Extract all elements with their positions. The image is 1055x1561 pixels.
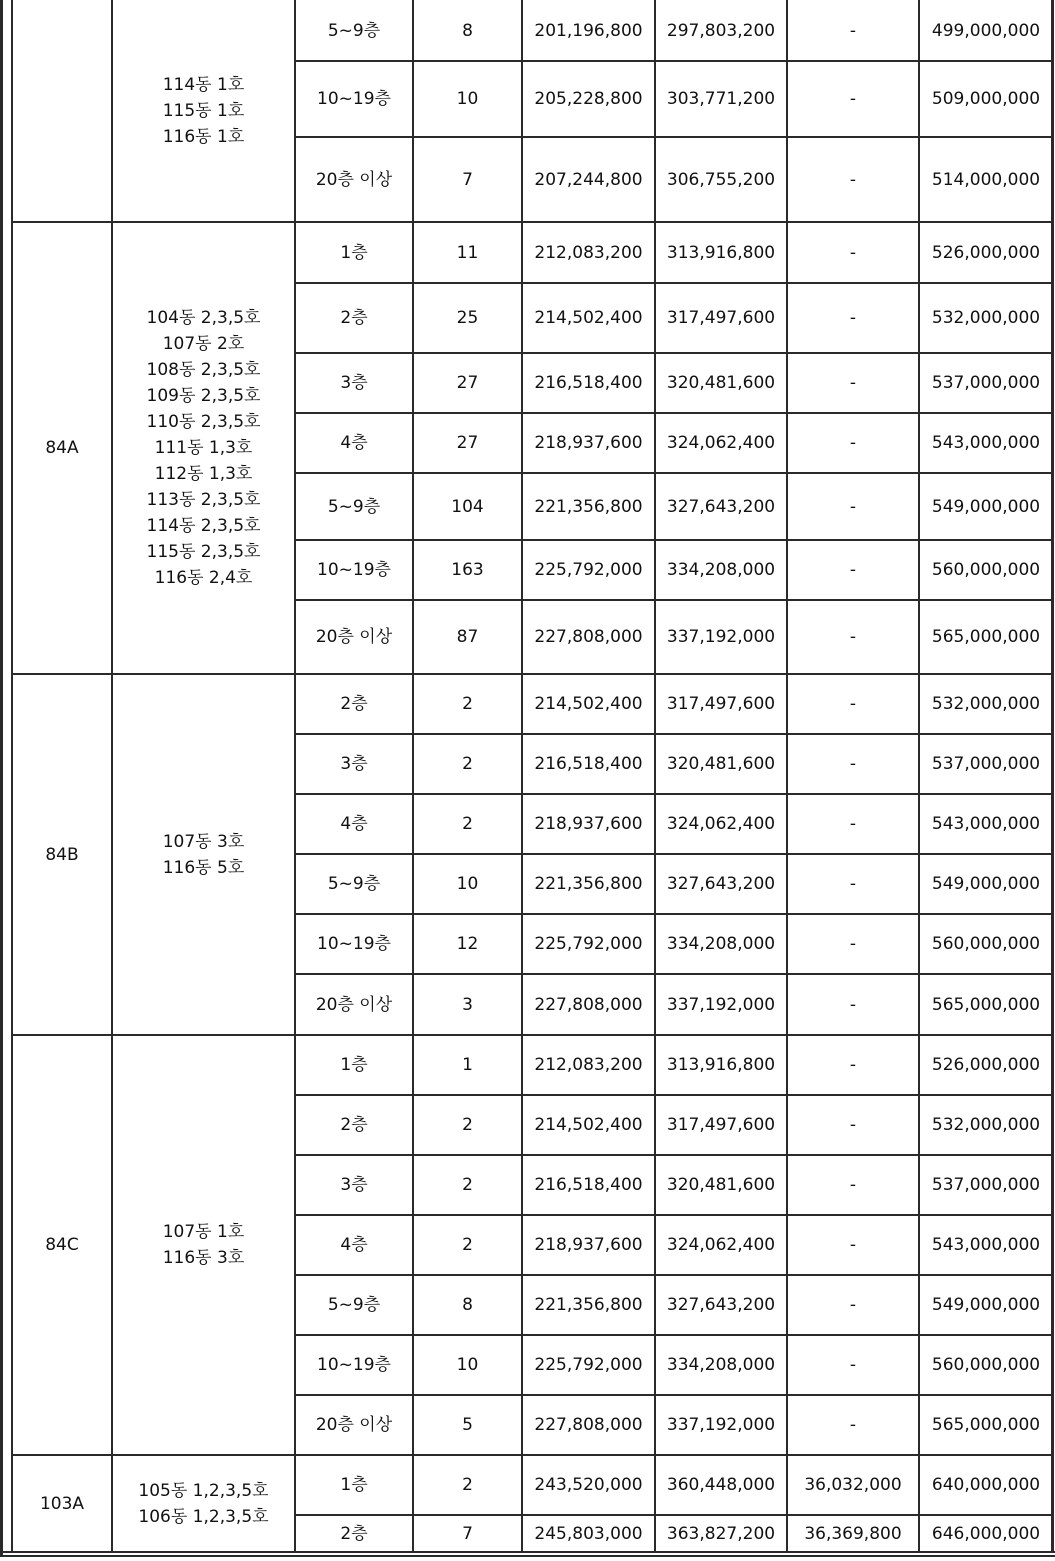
total-price-cell: 565,000,000 <box>931 994 1041 1015</box>
total-price-cell: 526,000,000 <box>931 242 1041 263</box>
land-price-cell: 221,356,800 <box>534 1295 643 1315</box>
total-price-cell: 526,000,000 <box>931 1055 1041 1075</box>
count-cell: 163 <box>451 560 484 580</box>
land-price-cell: 216,518,400 <box>534 373 643 393</box>
extra-cell: - <box>849 169 857 190</box>
count-cell: 2 <box>462 1115 473 1135</box>
row-divider <box>295 793 1053 795</box>
floor-cell: 20층 이상 <box>315 994 393 1015</box>
land-price-cell: 225,792,000 <box>534 934 643 954</box>
building-price-cell: 313,916,800 <box>666 1055 776 1075</box>
floor-cell: 10~19층 <box>317 560 391 580</box>
building-price-cell: 317,497,600 <box>666 308 776 328</box>
total-price-cell: 537,000,000 <box>931 373 1041 393</box>
total-price-cell: 532,000,000 <box>931 1115 1041 1135</box>
count-cell: 2 <box>462 1475 473 1495</box>
floor-cell: 20층 이상 <box>315 1415 393 1435</box>
count-cell: 87 <box>456 627 479 647</box>
extra-cell: - <box>849 1055 857 1075</box>
row-divider <box>295 412 1053 414</box>
land-price-cell: 205,228,800 <box>534 89 643 109</box>
total-price-cell: 537,000,000 <box>931 754 1041 774</box>
group-divider <box>12 1034 1053 1036</box>
floor-cell: 2층 <box>340 1523 368 1544</box>
land-price-cell: 227,808,000 <box>534 627 643 647</box>
building-units-cell: 107동 3호 116동 5호 <box>162 831 245 878</box>
count-cell: 2 <box>462 1235 473 1255</box>
extra-cell: - <box>849 242 857 263</box>
row-divider <box>295 913 1053 915</box>
land-price-cell: 216,518,400 <box>534 1175 643 1195</box>
extra-cell: 36,369,800 <box>804 1523 902 1544</box>
unit-type-cell: 84C <box>45 1235 79 1255</box>
floor-cell: 20층 이상 <box>315 169 393 190</box>
building-price-cell: 337,192,000 <box>666 994 776 1015</box>
column-divider <box>521 0 523 1553</box>
column-divider <box>786 0 788 1553</box>
unit-type-cell <box>12 0 112 222</box>
floor-cell: 5~9층 <box>327 496 381 517</box>
total-price-cell: 560,000,000 <box>931 934 1041 954</box>
floor-cell: 5~9층 <box>327 874 381 894</box>
total-price-cell: 509,000,000 <box>931 89 1041 109</box>
building-price-cell: 324,062,400 <box>666 814 776 834</box>
floor-cell: 3층 <box>340 373 368 393</box>
extra-cell: 36,032,000 <box>804 1475 902 1495</box>
count-cell: 27 <box>456 373 479 393</box>
extra-cell: - <box>849 1235 857 1255</box>
extra-cell: - <box>849 814 857 834</box>
count-cell: 8 <box>462 20 473 41</box>
row-divider <box>295 853 1053 855</box>
land-price-cell: 227,808,000 <box>534 1415 643 1435</box>
total-price-cell: 499,000,000 <box>931 20 1041 41</box>
total-price-cell: 543,000,000 <box>931 433 1041 453</box>
building-units-cell: 114동 1호 115동 1호 116동 1호 <box>162 75 245 147</box>
total-price-cell: 514,000,000 <box>931 169 1041 190</box>
row-divider <box>295 1514 1053 1516</box>
total-price-cell: 543,000,000 <box>931 1235 1041 1255</box>
table-border-left <box>0 0 3 1557</box>
extra-cell: - <box>849 994 857 1015</box>
building-price-cell: 324,062,400 <box>666 1235 776 1255</box>
row-divider <box>295 1214 1053 1216</box>
unit-type-cell: 103A <box>39 1493 85 1514</box>
column-divider <box>11 0 13 1553</box>
land-price-cell: 218,937,600 <box>534 814 643 834</box>
floor-cell: 3층 <box>340 1175 368 1195</box>
building-units-cell: 105동 1,2,3,5호 106동 1,2,3,5호 <box>138 1480 269 1527</box>
row-divider <box>295 352 1053 354</box>
building-price-cell: 360,448,000 <box>666 1475 776 1495</box>
land-price-cell: 212,083,200 <box>534 1055 643 1075</box>
count-cell: 2 <box>462 754 473 774</box>
land-price-cell: 221,356,800 <box>534 496 643 517</box>
count-cell: 10 <box>456 1355 479 1375</box>
count-cell: 1 <box>462 1055 473 1075</box>
extra-cell: - <box>849 1175 857 1195</box>
extra-cell: - <box>849 496 857 517</box>
total-price-cell: 549,000,000 <box>931 496 1041 517</box>
table-border-right <box>1051 0 1054 1553</box>
land-price-cell: 225,792,000 <box>534 1355 643 1375</box>
land-price-cell: 207,244,800 <box>534 169 643 190</box>
floor-cell: 20층 이상 <box>315 627 393 647</box>
extra-cell: - <box>849 694 857 714</box>
group-divider <box>12 673 1053 675</box>
count-cell: 7 <box>462 1523 473 1544</box>
land-price-cell: 225,792,000 <box>534 560 643 580</box>
extra-cell: - <box>849 1355 857 1375</box>
total-price-cell: 549,000,000 <box>931 1295 1041 1315</box>
building-price-cell: 317,497,600 <box>666 1115 776 1135</box>
extra-cell: - <box>849 373 857 393</box>
group-divider <box>12 1454 1053 1456</box>
floor-cell: 1층 <box>340 1475 368 1495</box>
extra-cell: - <box>849 1115 857 1135</box>
land-price-cell: 214,502,400 <box>534 694 643 714</box>
extra-cell: - <box>849 308 857 328</box>
floor-cell: 1층 <box>340 1055 368 1075</box>
row-divider <box>295 1094 1053 1096</box>
extra-cell: - <box>849 433 857 453</box>
column-divider <box>412 0 414 1553</box>
building-price-cell: 317,497,600 <box>666 694 776 714</box>
row-divider <box>295 1154 1053 1156</box>
row-divider <box>295 539 1053 541</box>
floor-cell: 10~19층 <box>317 1355 391 1375</box>
table-border-bottom-outer <box>0 1555 1055 1557</box>
count-cell: 7 <box>462 169 473 190</box>
building-price-cell: 337,192,000 <box>666 1415 776 1435</box>
row-divider <box>295 599 1053 601</box>
extra-cell: - <box>849 1295 857 1315</box>
table-border-bottom <box>0 1551 1055 1553</box>
total-price-cell: 640,000,000 <box>931 1475 1041 1495</box>
building-price-cell: 327,643,200 <box>666 496 776 517</box>
land-price-cell: 216,518,400 <box>534 754 643 774</box>
extra-cell: - <box>849 934 857 954</box>
land-price-cell: 227,808,000 <box>534 994 643 1015</box>
building-price-cell: 324,062,400 <box>666 433 776 453</box>
floor-cell: 4층 <box>340 814 368 834</box>
count-cell: 12 <box>456 934 479 954</box>
count-cell: 25 <box>456 308 479 328</box>
land-price-cell: 218,937,600 <box>534 433 643 453</box>
building-price-cell: 327,643,200 <box>666 1295 776 1315</box>
row-divider <box>295 472 1053 474</box>
building-price-cell: 334,208,000 <box>666 934 776 954</box>
row-divider <box>295 1334 1053 1336</box>
floor-cell: 2층 <box>340 694 368 714</box>
building-price-cell: 303,771,200 <box>666 89 776 109</box>
extra-cell: - <box>849 627 857 647</box>
floor-cell: 2층 <box>340 308 368 328</box>
row-divider <box>295 60 1053 62</box>
column-divider <box>294 0 296 1553</box>
count-cell: 10 <box>456 874 479 894</box>
unit-type-cell: 84A <box>45 438 79 458</box>
land-price-cell: 214,502,400 <box>534 1115 643 1135</box>
floor-cell: 5~9층 <box>327 1295 381 1315</box>
count-cell: 2 <box>462 1175 473 1195</box>
count-cell: 11 <box>456 242 479 263</box>
building-units-cell: 104동 2,3,5호 107동 2호 108동 2,3,5호 109동 2,3,5호 110동 2,3,5호 111동 1,3호 112동 1,3호 113동 2,3,5호 114동 2,3,5호 115동 2,3,5호 116동 2,4호 <box>146 308 261 588</box>
land-price-cell: 243,520,000 <box>534 1475 643 1495</box>
building-price-cell: 320,481,600 <box>666 1175 776 1195</box>
extra-cell: - <box>849 874 857 894</box>
floor-cell: 3층 <box>340 754 368 774</box>
total-price-cell: 560,000,000 <box>931 560 1041 580</box>
count-cell: 27 <box>456 433 479 453</box>
row-divider <box>295 136 1053 138</box>
land-price-cell: 218,937,600 <box>534 1235 643 1255</box>
land-price-cell: 212,083,200 <box>534 242 643 263</box>
floor-cell: 4층 <box>340 1235 368 1255</box>
floor-cell: 5~9층 <box>327 20 381 41</box>
count-cell: 2 <box>462 694 473 714</box>
land-price-cell: 201,196,800 <box>534 20 643 41</box>
total-price-cell: 532,000,000 <box>931 308 1041 328</box>
count-cell: 8 <box>462 1295 473 1315</box>
total-price-cell: 549,000,000 <box>931 874 1041 894</box>
extra-cell: - <box>849 20 857 41</box>
land-price-cell: 214,502,400 <box>534 308 643 328</box>
floor-cell: 10~19층 <box>317 934 391 954</box>
column-divider <box>918 0 920 1553</box>
total-price-cell: 646,000,000 <box>931 1523 1041 1544</box>
total-price-cell: 565,000,000 <box>931 627 1041 647</box>
building-price-cell: 306,755,200 <box>666 169 776 190</box>
row-divider <box>295 973 1053 975</box>
floor-cell: 2층 <box>340 1115 368 1135</box>
group-divider <box>12 221 1053 223</box>
building-price-cell: 313,916,800 <box>666 242 776 263</box>
count-cell: 5 <box>462 1415 473 1435</box>
count-cell: 2 <box>462 814 473 834</box>
building-price-cell: 297,803,200 <box>666 20 776 41</box>
extra-cell: - <box>849 89 857 109</box>
column-divider <box>111 0 113 1553</box>
row-divider <box>295 1394 1053 1396</box>
count-cell: 104 <box>451 496 484 517</box>
land-price-cell: 221,356,800 <box>534 874 643 894</box>
count-cell: 10 <box>456 89 479 109</box>
building-price-cell: 320,481,600 <box>666 754 776 774</box>
floor-cell: 10~19층 <box>317 89 391 109</box>
building-price-cell: 320,481,600 <box>666 373 776 393</box>
floor-cell: 1층 <box>340 242 368 263</box>
extra-cell: - <box>849 754 857 774</box>
extra-cell: - <box>849 560 857 580</box>
total-price-cell: 537,000,000 <box>931 1175 1041 1195</box>
extra-cell: - <box>849 1415 857 1435</box>
floor-cell: 4층 <box>340 433 368 453</box>
building-units-cell: 107동 1호 116동 3호 <box>162 1222 245 1268</box>
building-price-cell: 334,208,000 <box>666 1355 776 1375</box>
row-divider <box>295 282 1053 284</box>
unit-type-cell: 84B <box>45 844 79 865</box>
total-price-cell: 565,000,000 <box>931 1415 1041 1435</box>
total-price-cell: 543,000,000 <box>931 814 1041 834</box>
building-price-cell: 327,643,200 <box>666 874 776 894</box>
building-price-cell: 337,192,000 <box>666 627 776 647</box>
column-divider <box>654 0 656 1553</box>
land-price-cell: 245,803,000 <box>534 1523 643 1544</box>
count-cell: 3 <box>462 994 473 1015</box>
building-price-cell: 334,208,000 <box>666 560 776 580</box>
row-divider <box>295 1274 1053 1276</box>
building-price-cell: 363,827,200 <box>666 1523 776 1544</box>
total-price-cell: 532,000,000 <box>931 694 1041 714</box>
row-divider <box>295 733 1053 735</box>
total-price-cell: 560,000,000 <box>931 1355 1041 1375</box>
